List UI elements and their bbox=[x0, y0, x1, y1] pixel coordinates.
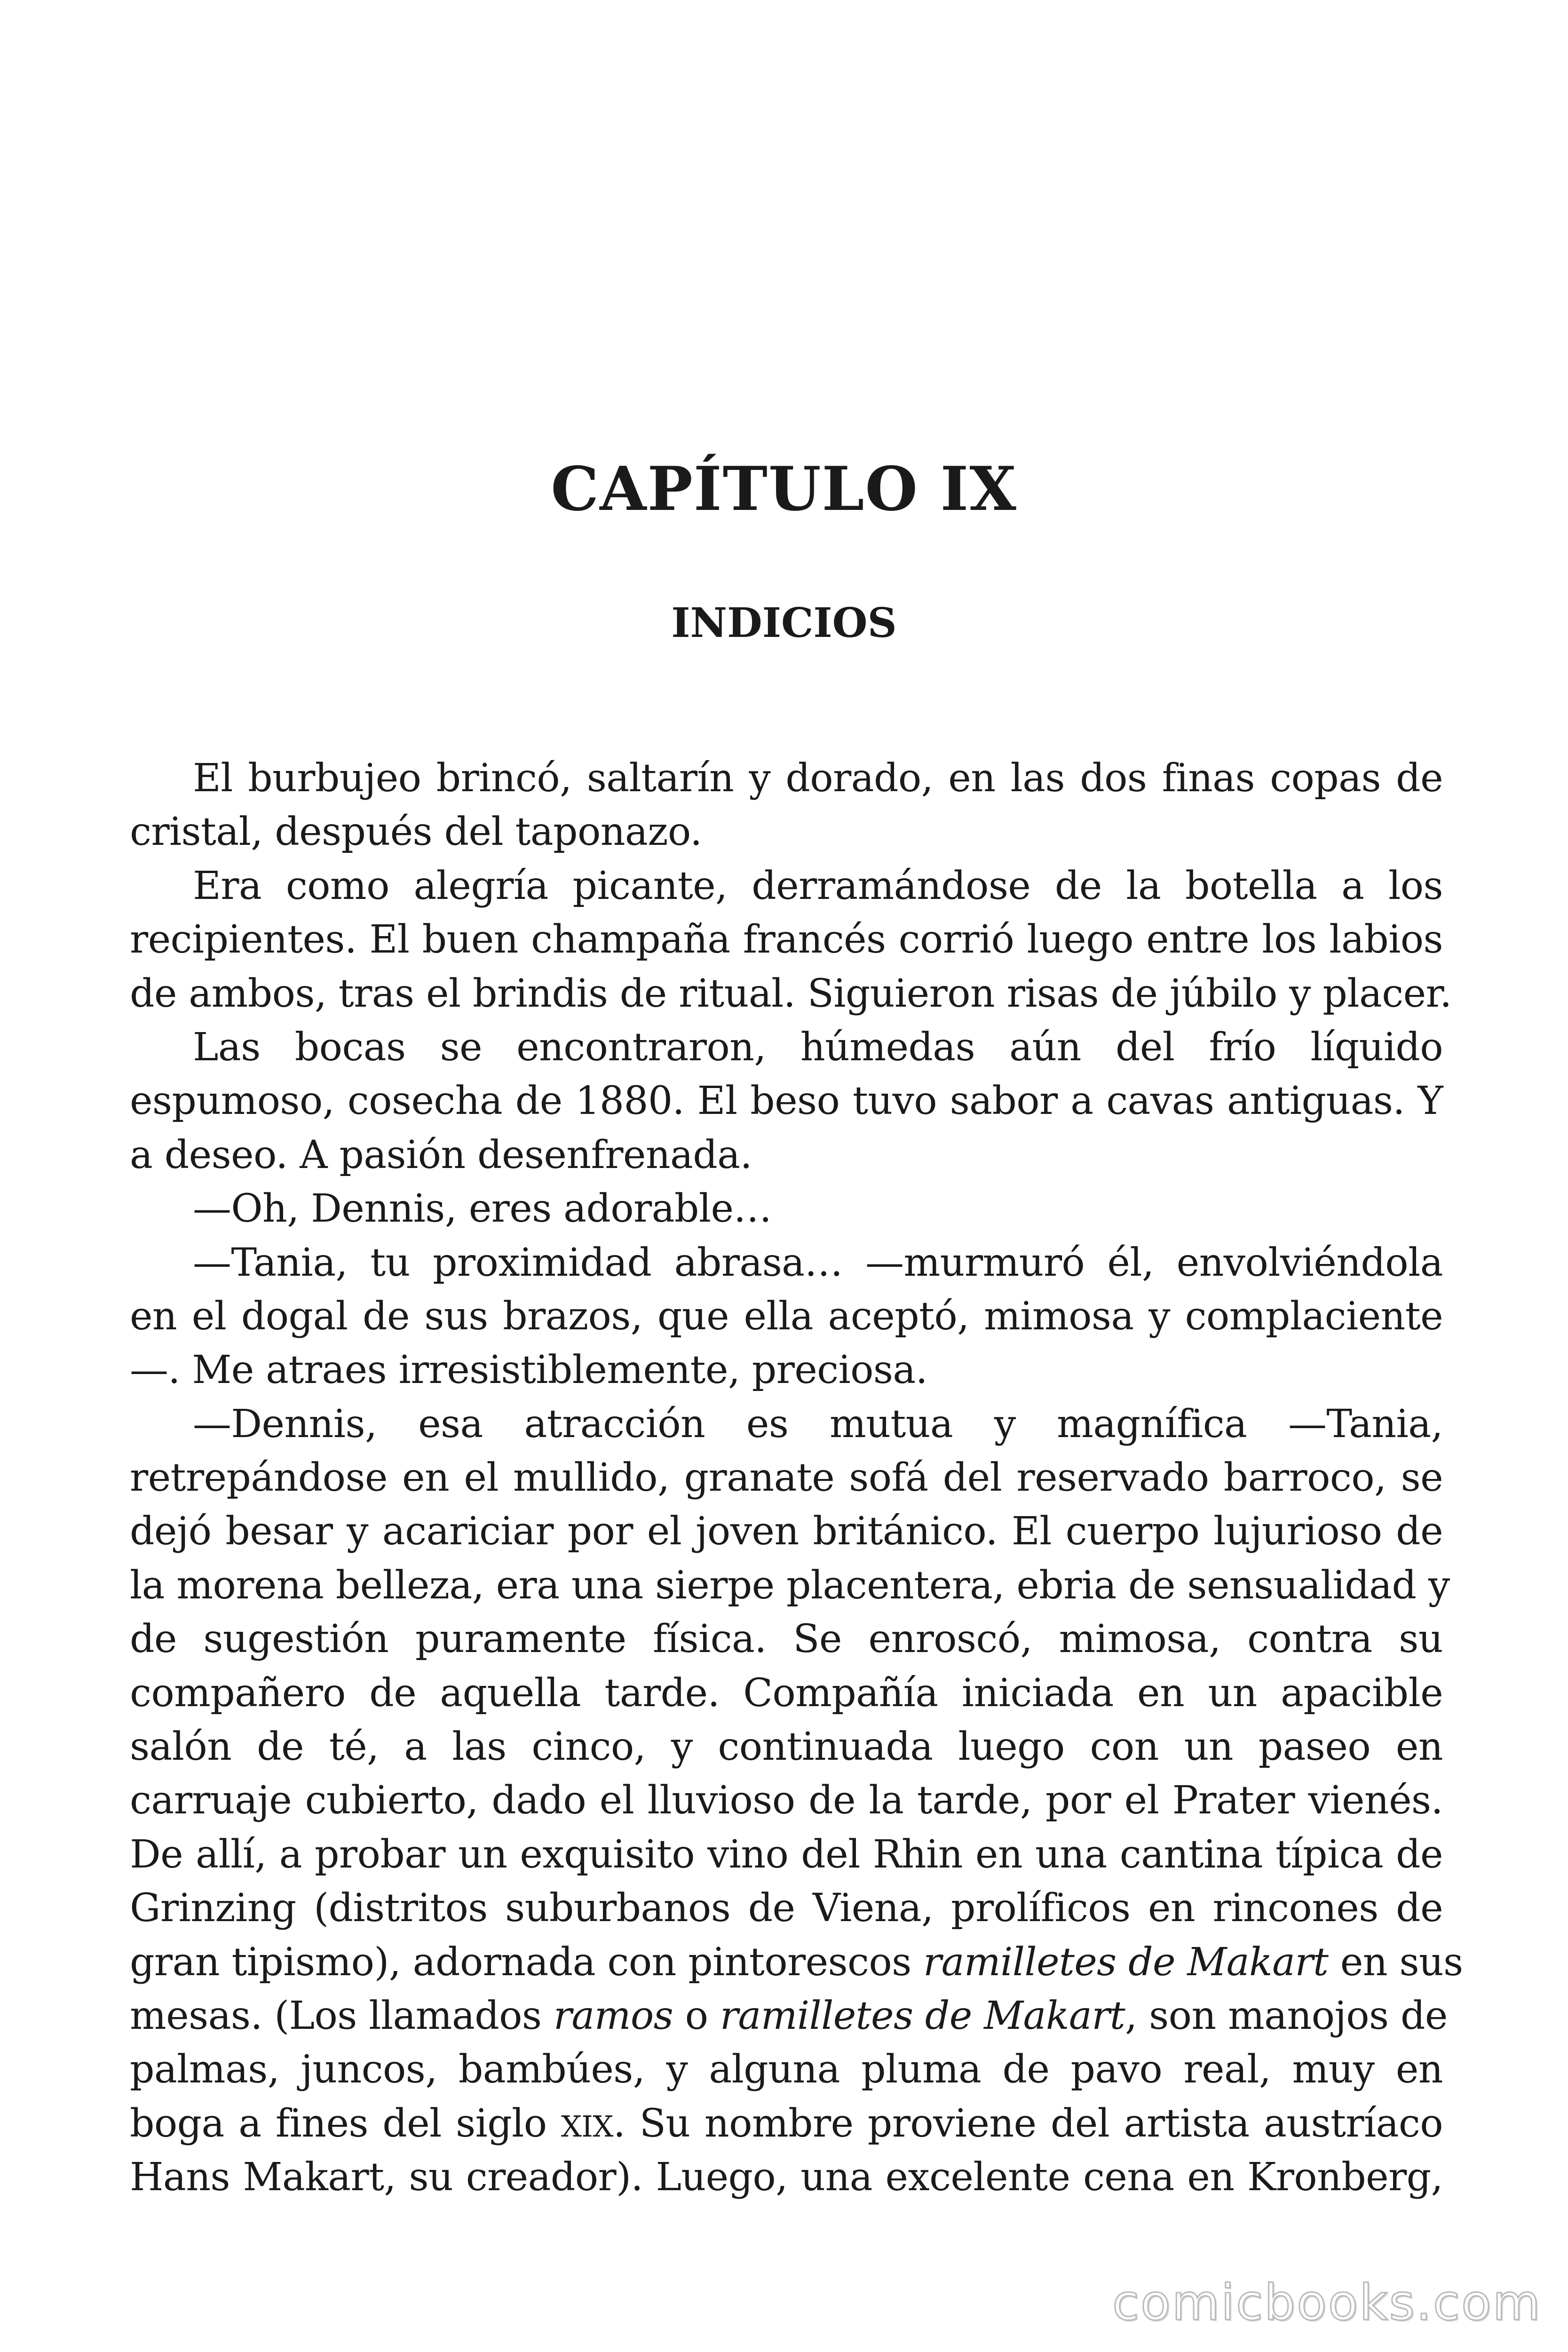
text-line: a deseo. A pasión desenfrenada. bbox=[130, 1132, 752, 1177]
text-line: boga a fines del siglo XIX. Su nombre proviene del artista austríaco bbox=[130, 2101, 1443, 2146]
watermark-logo: comicbooks.com bbox=[1112, 2274, 1542, 2331]
text-line: cristal, después del taponazo. bbox=[130, 810, 702, 855]
text-line: mesas. (Los llamados ramos o ramilletes de Makart, son manojos de bbox=[130, 1993, 1448, 2038]
text-line: compañero de aquella tarde. Compañía iniciada en un apacible bbox=[130, 1670, 1443, 1716]
text-line: salón de té, a las cinco, y continuada luego con un paseo en bbox=[130, 1724, 1443, 1770]
text-line: gran tipismo), adornada con pintorescos ramilletes de Makart en sus bbox=[130, 1939, 1463, 1985]
text-line: la morena belleza, era una sierpe placentera, ebria de sensualidad y bbox=[130, 1563, 1450, 1608]
text-line: —Oh, Dennis, eres adorable… bbox=[193, 1186, 772, 1232]
text-line: —Tania, tu proximidad abrasa… —murmuró él, envolviéndola bbox=[193, 1240, 1443, 1285]
text-line: recipientes. El buen champaña francés corrió luego entre los labios bbox=[130, 917, 1443, 962]
chapter-subtitle: INDICIOS bbox=[671, 599, 897, 647]
text-line: de sugestión puramente física. Se enroscó, mimosa, contra su bbox=[130, 1617, 1443, 1662]
text-line: carruaje cubierto, dado el lluvioso de la tarde, por el Prater vienés. bbox=[130, 1778, 1443, 1823]
text-line: De allí, a probar un exquisito vino del Rhin en una cantina típica de bbox=[130, 1832, 1443, 1877]
text-line: Las bocas se encontraron, húmedas aún del frío líquido bbox=[193, 1025, 1443, 1070]
text-line: espumoso, cosecha de 1880. El beso tuvo sabor a cavas antiguas. Y bbox=[130, 1079, 1443, 1124]
text-line: Era como alegría picante, derramándose de la botella a los bbox=[193, 863, 1443, 908]
text-line: Grinzing (distritos suburbanos de Viena, prolíficos en rincones de bbox=[130, 1886, 1443, 1931]
text-line: El burbujeo brincó, saltarín y dorado, en las dos finas copas de bbox=[193, 756, 1443, 801]
chapter-body bbox=[130, 752, 1463, 2205]
chapter-title: CAPÍTULO IX bbox=[551, 454, 1017, 524]
text-line: dejó besar y acariciar por el joven británico. El cuerpo lujurioso de bbox=[130, 1509, 1443, 1554]
text-line: palmas, juncos, bambúes, y alguna pluma de pavo real, muy en bbox=[130, 2047, 1443, 2092]
text-line: Hans Makart, su creador). Luego, una excelente cena en Kronberg, bbox=[130, 2155, 1443, 2200]
text-line: —. Me atraes irresistiblemente, preciosa. bbox=[130, 1348, 928, 1393]
text-line: —Dennis, esa atracción es mutua y magnífica —Tania, bbox=[193, 1401, 1443, 1446]
text-line: retrepándose en el mullido, granate sofá del reservado barroco, se bbox=[130, 1455, 1443, 1501]
text-line: en el dogal de sus brazos, que ella aceptó, mimosa y complaciente bbox=[130, 1294, 1443, 1339]
text-line: de ambos, tras el brindis de ritual. Siguieron risas de júbilo y placer. bbox=[130, 971, 1452, 1016]
